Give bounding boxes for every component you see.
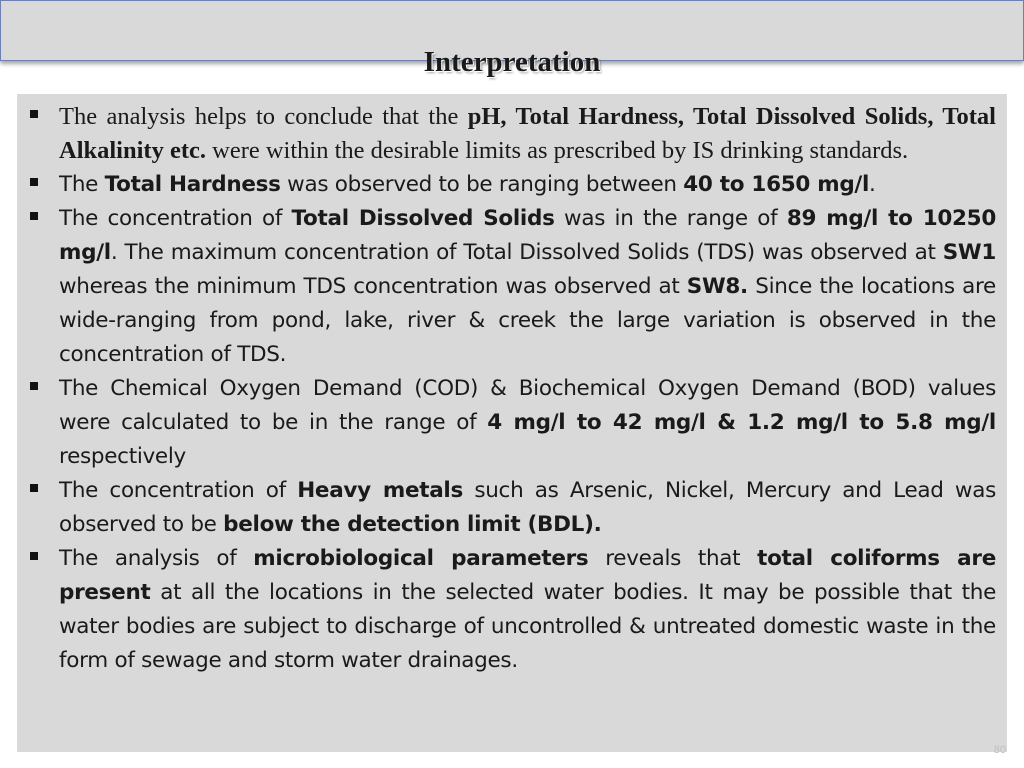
bullet-item	[24, 372, 996, 474]
bullet-list	[24, 100, 996, 678]
bullet-text: The concentration of Total Dissolved Solids was in the range of 89 mg/l to 10250 mg/l. The maximum concentration of Total Dissolved Solids (TDS) was observed at SW1 whereas the minimum TDS concentration was observed at SW8. Since the locations are wide-ranging from pond, lake, river & creek the large variation is observed in the concentration of TDS.	[59, 206, 996, 367]
square-bullet-icon	[30, 484, 38, 492]
square-bullet-icon	[30, 382, 38, 390]
page-number: 80	[993, 744, 1006, 756]
bullet-item	[24, 542, 996, 678]
bullet-text: The Total Hardness was observed to be ranging between 40 to 1650 mg/l.	[59, 172, 876, 197]
bullet-item	[24, 202, 996, 372]
square-bullet-icon	[30, 110, 38, 118]
slide-title: Interpretation	[423, 46, 601, 78]
bullet-item	[24, 168, 996, 202]
square-bullet-icon	[30, 212, 38, 220]
bullet-text: The analysis of microbiological parameters reveals that total coliforms are present at all the locations in the selected water bodies. It may be possible that the water bodies are subject to discharge of uncontrolled & untreated domestic waste in the form of sewage and storm water drainages.	[59, 546, 996, 673]
bullet-item	[24, 100, 996, 168]
bullet-text: The Chemical Oxygen Demand (COD) & Biochemical Oxygen Demand (BOD) values were calculated to be in the range of 4 mg/l to 42 mg/l & 1.2 mg/l to 5.8 mg/l respectively	[59, 376, 996, 469]
square-bullet-icon	[30, 552, 38, 560]
square-bullet-icon	[30, 178, 38, 186]
bullet-text: The analysis helps to conclude that the pH, Total Hardness, Total Dissolved Solids, Total Alkalinity etc. were within the desirable limits as prescribed by IS drinking standards.	[59, 103, 996, 164]
bullet-text: The concentration of Heavy metals such as Arsenic, Nickel, Mercury and Lead was observed to be below the detection limit (BDL).	[59, 478, 996, 537]
bullet-item	[24, 474, 996, 542]
